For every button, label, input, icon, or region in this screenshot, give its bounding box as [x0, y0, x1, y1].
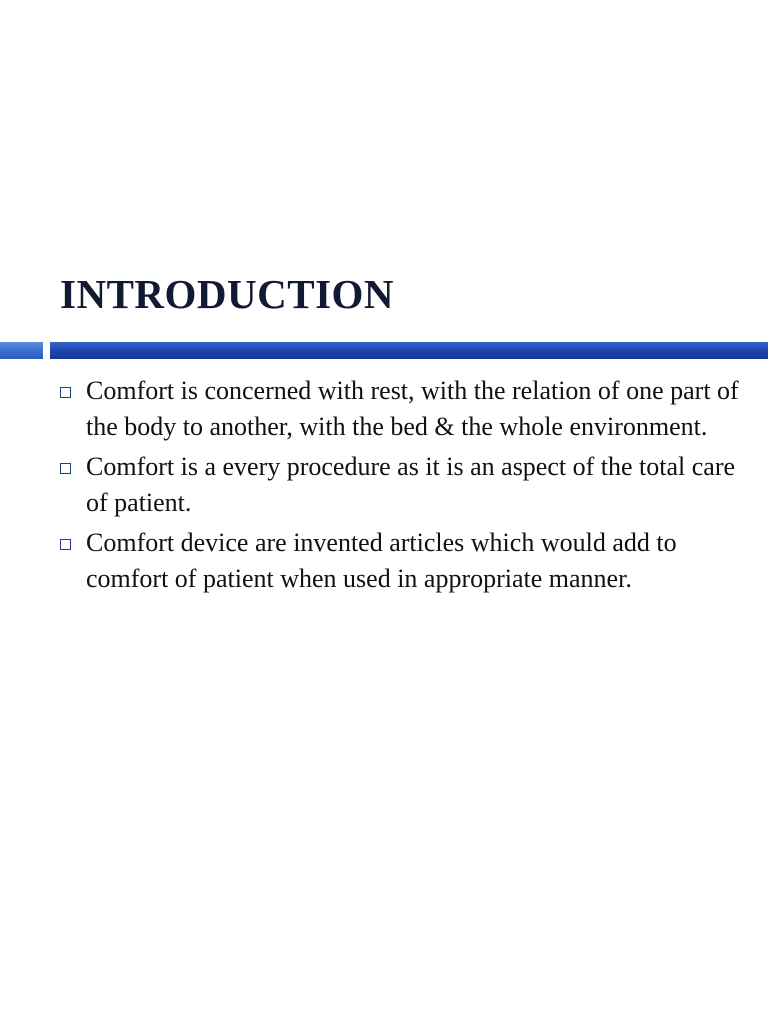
- bullet-item: [60, 373, 740, 445]
- bullet-list: [60, 373, 740, 601]
- hollow-square-icon: [60, 387, 71, 398]
- bullet-item: [60, 449, 740, 521]
- slide-title: INTRODUCTION: [60, 271, 395, 317]
- bullet-item: [60, 525, 740, 597]
- title-rule-left: [0, 342, 43, 359]
- title-rule-right: [50, 342, 768, 359]
- hollow-square-icon: [60, 463, 71, 474]
- title-rule-gap: [43, 342, 50, 359]
- bullet-text: Comfort is a every procedure as it is an aspect of the total care of patient.: [86, 452, 736, 517]
- bullet-text: Comfort device are invented articles which would add to comfort of patient when used in appropriate manner.: [86, 528, 677, 593]
- hollow-square-icon: [60, 539, 71, 550]
- bullet-text: Comfort is concerned with rest, with the relation of one part of the body to another, with the bed & the whole environment.: [86, 376, 739, 441]
